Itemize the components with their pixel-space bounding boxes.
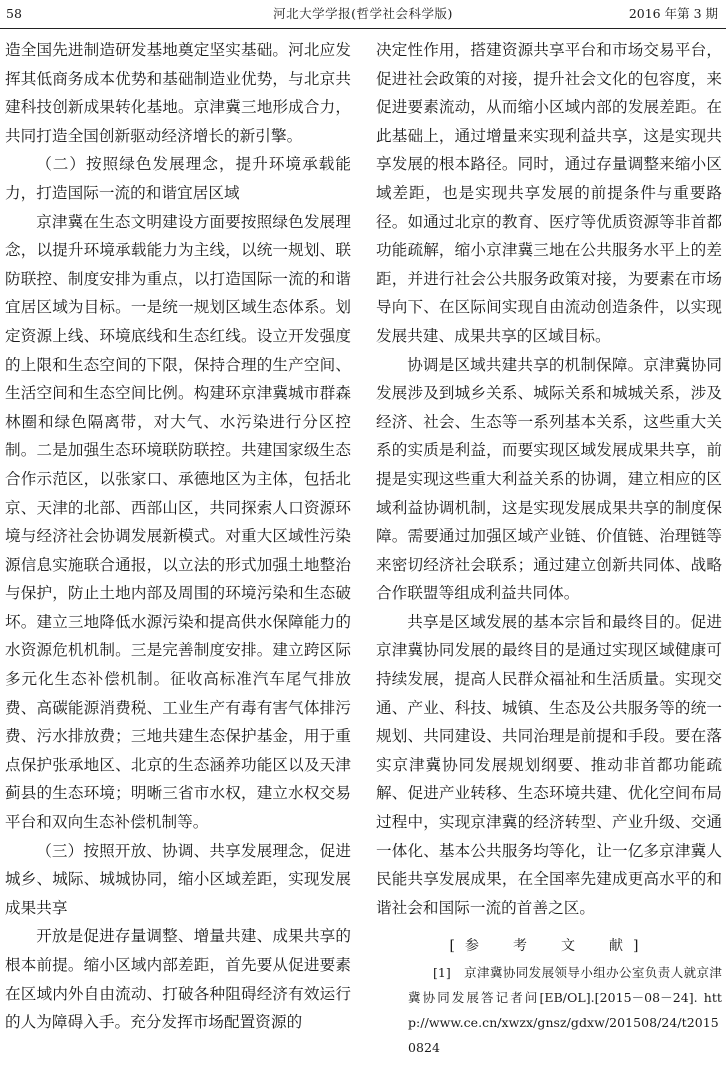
running-header [0,0,726,29]
section-heading-2: （二）按照绿色发展理念，提升环境承载能力，打造国际一流的和谐宜居区域 [5,155,351,202]
paragraph-openness: 开放是促进存量调整、增量共建、成果共享的根本前提。缩小区域内部差距，首先要从促进要素在区域内外自由流动、打破各种阻碍经济有效运行的人为障碍入手。充分发挥市场配置资源的 [5,927,351,1032]
reference-item: [1] 京津冀协同发展领导小组办公室负责人就京津冀协同发展答记者问[EB/OL].[2015－08－24]. http://www.ce.cn/xwzx/gnsz/gdxw/201508/24/t20150824 [408,965,722,1056]
section-heading-3: （三）按照开放、协调、共享发展理念，促进城乡、城际、城城协同，缩小区域差距，实现发展成果共享 [5,841,351,917]
issue-label: 2016 年第 3 期 [628,6,718,21]
paragraph-continuation: 造全国先进制造研发基地奠定坚实基础。河北应发挥其低商务成本优势和基础制造业优势，与北京共建科技创新成果转化基地。京津冀三地形成合力，共同打造全国创新驱动经济增长的新引擎。 [5,41,351,145]
left-column [5,36,351,1037]
page-number: 58 [6,6,22,21]
paragraph-sharing: 共享是区域发展的基本宗旨和最终目的。促进京津冀协同发展的最终目的是通过实现区域健康可持续发展，提高人民群众福祉和生活质量。实现交通、产业、科技、城镇、生态及公共服务等的统一规划、共同建设、共同治理是前提和手段。要在落实京津冀协同发展规划纲要、推动非首都功能疏解、促进产业转移、生态环境共建、优化空间布局过程中，实现京津冀的经济转型、产业升级、交通一体化、基本公共服务均等化，让一亿多京津冀人民能共享发展成果，在全国率先建成更高水平的和谐社会和国际一流的首善之区。 [376,612,722,917]
right-column [376,36,722,1060]
journal-title: 河北大学学报(哲学社会科学版) [273,6,453,21]
paragraph-coordination: 协调是区域共建共享的机制保障。京津冀协同发展涉及到城乡关系、城际关系和城城关系，涉及经济、社会、生态等一系列基本关系，这些重大关系的实质是利益，而要实现区域发展成果共享，前提是实现这些重大利益关系的协调，建立相应的区域利益协调机制，这是实现发展成果共享的制度保障。需要通过加强区域产业链、价值链、治理链等来密切经济社会联系；通过建立创新共同体、战略合作联盟等组成利益共同体。 [376,355,722,603]
references-title: [参 考 文 献] [449,938,649,955]
paragraph-green-development: 京津冀在生态文明建设方面要按照绿色发展理念，以提升环境承载能力为主线，以统一规划、联防联控、制度安排为重点，以打造国际一流的和谐宜居区域为目标。一是统一规划区域生态体系。划定资源上线、环境底线和生态红线。设立开发强度的上限和生态空间的下限，保持合理的生产空间、生活空间和生态空间比例。构建环京津冀城市群森林圈和绿色隔离带，对大气、水污染进行分区控制。二是加强生态环境联防联控。共建国家级生态合作示范区，以张家口、承德地区为主体，包括北京、天津的北部、西部山区，共同探索人口资源环境与经济社会协调发展新模式。对重大区域性污染源信息实施联合通报，以立法的形式加强土地整治与保护，防止土地内部及周围的环境污染和生态破坏。建立三地降低水源污染和提高供水保障能力的水资源危机机制。三是完善制度安排。建立跨区际多元化生态补偿机制。征收高标准汽车尾气排放费、高碳能源消费税、工业生产有毒有害气体排污费、污水排放费；三地共建生态保护基金，用于重点保护张承地区、北京的生态涵养功能区以及天津蓟县的生态环境；明晰三省市水权，建立水权交易平台和双向生态补偿机制等。 [5,212,351,832]
paragraph-market-role: 决定性作用，搭建资源共享平台和市场交易平台，促进社会政策的对接，提升社会文化的包容度，来促进要素流动，从而缩小区域内部的发展差距。在此基础上，通过增量来实现利益共享，这是实现共享发展的根本路径。同时，通过存量调整来缩小区域差距，也是实现共享发展的前提条件与重要路径。如通过北京的教育、医疗等优质资源等非首都功能疏解，缩小京津冀三地在公共服务水平上的差距，并进行社会公共服务政策对接，为要素在市场导向下、在区际间实现自由流动创造条件，以实现发展共建、成果共享的区域目标。 [376,41,722,345]
